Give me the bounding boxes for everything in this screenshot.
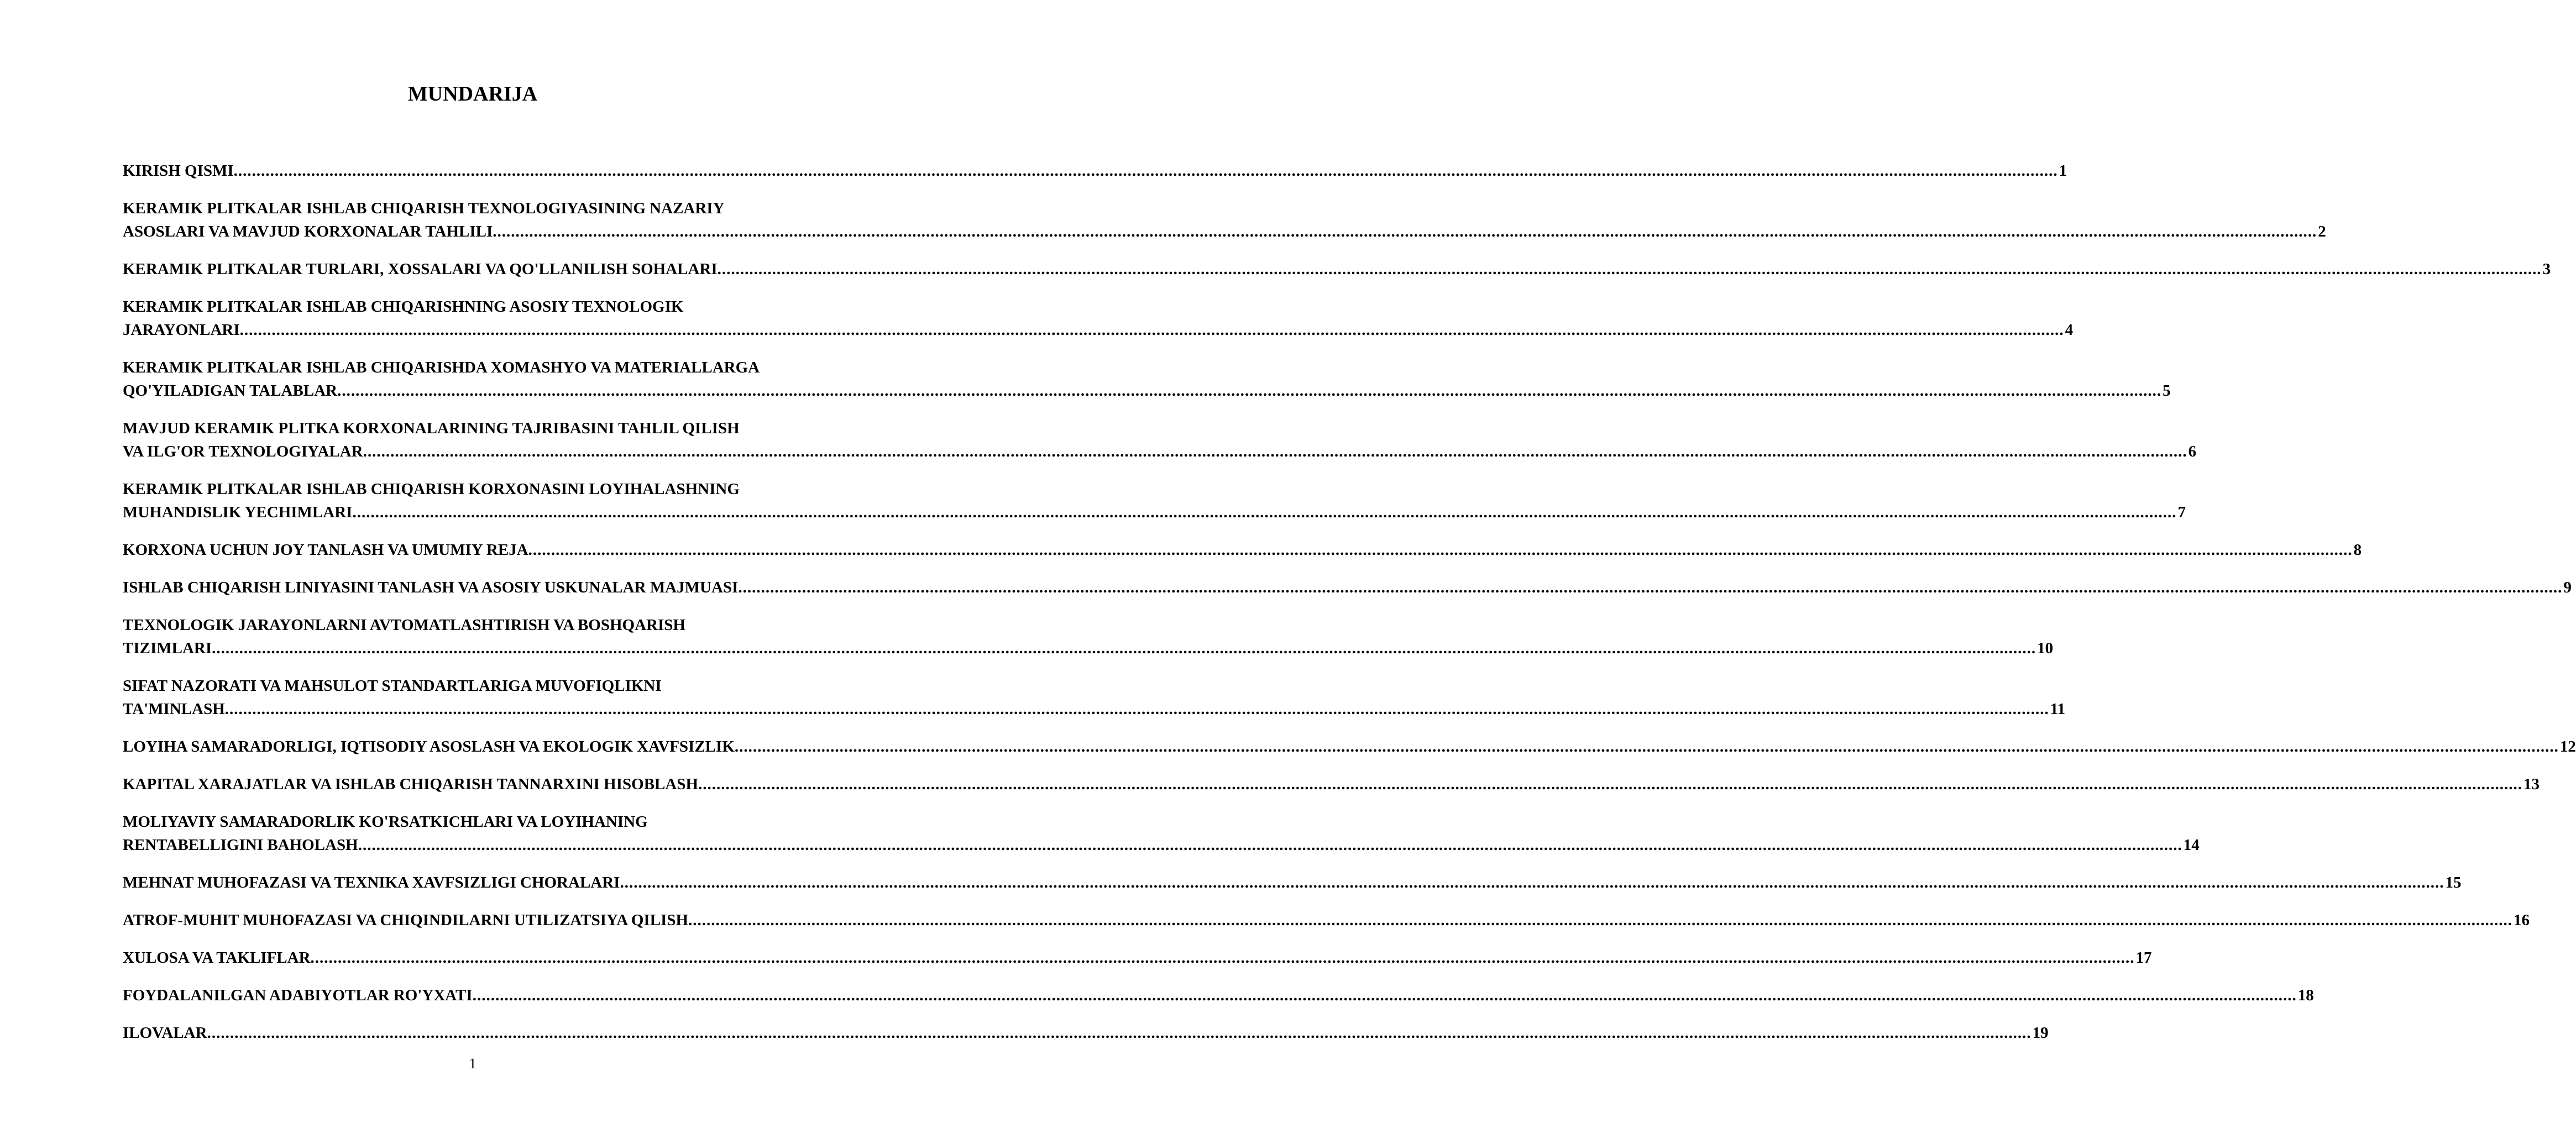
toc-page-number: 11 <box>2050 700 2066 718</box>
toc-page-number: 2 <box>2318 223 2326 240</box>
toc-entry-title-line: KERAMIK PLITKALAR ISHLAB CHIQARISHNING ASOSIY TEXNOLOGIK <box>123 298 684 316</box>
toc-page-number: 15 <box>2445 874 2462 891</box>
toc-page-number: 14 <box>2183 836 2200 854</box>
toc-entry-line <box>123 318 2074 342</box>
toc-entry-line <box>123 501 2186 524</box>
toc-entry-title: TA'MINLASH <box>123 700 225 718</box>
toc-page-number: 12 <box>2559 738 2576 755</box>
toc-page-number: 5 <box>2163 382 2171 400</box>
toc-leader-dots: ................................................................................................................................................................................................................................................................................................................................................................................................................ <box>310 949 2135 967</box>
toc-leader-dots: ................................................................................................................................................................................................................................................................................................................................................................................................................ <box>337 382 2162 400</box>
toc-entry-title-line: MAVJUD KERAMIK PLITKA KORXONALARINING TAJRIBASINI TAHLIL QILISH <box>123 419 740 437</box>
toc-entry-title: MEHNAT MUHOFAZASI VA TEXNIKA XAVFSIZLIGI CHORALARI <box>123 874 620 891</box>
toc-entry[interactable] <box>123 984 2314 1007</box>
toc-entry-title: VA ILG'OR TEXNOLOGIYALAR <box>123 443 363 460</box>
toc-leader-dots: ................................................................................................................................................................................................................................................................................................................................................................................................................ <box>734 738 2559 755</box>
toc-page-number: 10 <box>2037 639 2054 657</box>
toc-entry-title: QO'YILADIGAN TALABLAR <box>123 382 338 400</box>
toc-page-number: 18 <box>2297 986 2314 1004</box>
toc-entry[interactable] <box>123 946 2152 969</box>
toc-entry-line <box>123 159 2067 182</box>
table-of-contents <box>123 159 2576 1059</box>
page-number: 1 <box>469 1056 477 1072</box>
toc-entry-title-line: KERAMIK PLITKALAR ISHLAB CHIQARISH KORXONASINI LOYIHALASHNING <box>123 480 740 498</box>
toc-entry-line <box>123 871 2462 894</box>
toc-entry-title: MUHANDISLIK YECHIMLARI <box>123 503 353 521</box>
toc-entry-title-line: KERAMIK PLITKALAR ISHLAB CHIQARISH TEXNOLOGIYASINING NAZARIY <box>123 200 725 217</box>
toc-page-number: 6 <box>2188 443 2197 460</box>
toc-entry-title: FOYDALANILGAN ADABIYOTLAR RO'YXATI <box>123 986 473 1004</box>
toc-entry-title-line: SIFAT NAZORATI VA MAHSULOT STANDARTLARIGA MUVOFIQLIKNI <box>123 677 662 695</box>
toc-page-number: 4 <box>2065 321 2074 339</box>
toc-entry[interactable] <box>123 674 2066 721</box>
toc-entry[interactable] <box>123 871 2462 894</box>
toc-entry-title: KIRISH QISMI <box>123 162 234 180</box>
toc-entry-line <box>123 637 2054 660</box>
toc-leader-dots: ................................................................................................................................................................................................................................................................................................................................................................................................................ <box>239 321 2064 339</box>
toc-page-number: 1 <box>2059 162 2067 180</box>
toc-entry-line <box>123 440 2197 463</box>
toc-entry-title: XULOSA VA TAKLIFLAR <box>123 949 311 967</box>
toc-leader-dots: ................................................................................................................................................................................................................................................................................................................................................................................................................ <box>224 700 2049 718</box>
toc-entry-title: ASOSLARI VA MAVJUD KORXONALAR TAHLILI <box>123 223 493 240</box>
toc-entry[interactable] <box>123 197 2326 243</box>
toc-entry-line <box>123 379 2171 402</box>
toc-entry-line <box>123 1021 2049 1045</box>
toc-entry[interactable] <box>123 258 2551 281</box>
toc-entry-title: RENTABELLIGINI BAHOLASH <box>123 836 358 854</box>
toc-leader-dots: ................................................................................................................................................................................................................................................................................................................................................................................................................ <box>352 503 2177 521</box>
toc-page-number: 7 <box>2177 503 2186 521</box>
toc-entry-line <box>123 946 2152 969</box>
toc-leader-dots: ................................................................................................................................................................................................................................................................................................................................................................................................................ <box>233 162 2058 180</box>
toc-leader-dots: ................................................................................................................................................................................................................................................................................................................................................................................................................ <box>688 911 2513 929</box>
toc-entry-title-line: KERAMIK PLITKALAR ISHLAB CHIQARISHDA XOMASHYO VA MATERIALLARGA <box>123 359 760 376</box>
toc-entry[interactable] <box>123 356 2171 402</box>
toc-entry-line <box>123 735 2576 758</box>
toc-page-number: 9 <box>2563 579 2572 596</box>
toc-page-number: 8 <box>2353 541 2362 559</box>
toc-entry[interactable] <box>123 417 2197 463</box>
toc-entry-title: LOYIHA SAMARADORLIGI, IQTISODIY ASOSLASH VA EKOLOGIK XAVFSIZLIK <box>123 738 735 755</box>
toc-entry[interactable] <box>123 773 2540 796</box>
toc-page-number: 13 <box>2523 775 2540 793</box>
toc-entry[interactable] <box>123 159 2067 182</box>
toc-entry-title: KAPITAL XARAJATLAR VA ISHLAB CHIQARISH TANNARXINI HISOBLASH <box>123 775 699 793</box>
toc-page-number: 17 <box>2135 949 2152 967</box>
toc-entry[interactable] <box>123 613 2054 660</box>
toc-leader-dots: ................................................................................................................................................................................................................................................................................................................................................................................................................ <box>207 1024 2032 1042</box>
toc-entry[interactable] <box>123 1021 2049 1045</box>
toc-entry-title-line: MOLIYAVIY SAMARADORLIK KO'RSATKICHLARI VA LOYIHANING <box>123 813 648 831</box>
toc-entry-line <box>123 258 2551 281</box>
toc-entry[interactable] <box>123 810 2200 857</box>
toc-leader-dots: ................................................................................................................................................................................................................................................................................................................................................................................................................ <box>620 874 2444 891</box>
toc-entry[interactable] <box>123 576 2572 599</box>
toc-leader-dots: ................................................................................................................................................................................................................................................................................................................................................................................................................ <box>363 443 2187 460</box>
toc-entry[interactable] <box>123 909 2530 932</box>
toc-entry-title: TIZIMLARI <box>123 639 212 657</box>
toc-entry-line <box>123 576 2572 599</box>
toc-entry-title: KERAMIK PLITKALAR TURLARI, XOSSALARI VA QO'LLANILISH SOHALARI <box>123 260 718 278</box>
toc-leader-dots: ................................................................................................................................................................................................................................................................................................................................................................................................................ <box>358 836 2182 854</box>
toc-entry-title: JARAYONLARI <box>123 321 240 339</box>
toc-leader-dots: ................................................................................................................................................................................................................................................................................................................................................................................................................ <box>717 260 2542 278</box>
toc-entry-line <box>123 909 2530 932</box>
toc-leader-dots: ................................................................................................................................................................................................................................................................................................................................................................................................................ <box>472 986 2297 1004</box>
toc-entry[interactable] <box>123 477 2186 524</box>
toc-entry[interactable] <box>123 538 2362 561</box>
toc-entry[interactable] <box>123 295 2074 342</box>
toc-entry-line <box>123 538 2362 561</box>
toc-leader-dots: ................................................................................................................................................................................................................................................................................................................................................................................................................ <box>493 223 2317 240</box>
toc-entry-line <box>123 697 2066 721</box>
toc-entry-line <box>123 833 2200 857</box>
toc-page-number: 16 <box>2514 911 2530 929</box>
toc-entry-title: ATROF-MUHIT MUHOFAZASI VA CHIQINDILARNI UTILIZATSIYA QILISH <box>123 911 689 929</box>
toc-entry[interactable] <box>123 735 2576 758</box>
toc-entry-title-line: TEXNOLOGIK JARAYONLARNI AVTOMATLASHTIRISH VA BOSHQARISH <box>123 616 685 634</box>
toc-entry-line <box>123 773 2540 796</box>
toc-entry-title: ILOVALAR <box>123 1024 207 1042</box>
toc-entry-title: KORXONA UCHUN JOY TANLASH VA UMUMIY REJA <box>123 541 528 559</box>
toc-page-number: 3 <box>2542 260 2551 278</box>
toc-entry-line <box>123 984 2314 1007</box>
toc-entry-line <box>123 220 2326 243</box>
toc-entry-title: ISHLAB CHIQARISH LINIYASINI TANLASH VA ASOSIY USKUNALAR MAJMUASI <box>123 579 739 596</box>
toc-leader-dots: ................................................................................................................................................................................................................................................................................................................................................................................................................ <box>212 639 2036 657</box>
toc-leader-dots: ................................................................................................................................................................................................................................................................................................................................................................................................................ <box>698 775 2523 793</box>
page-title: MUNDARIJA <box>407 82 538 106</box>
toc-leader-dots: ................................................................................................................................................................................................................................................................................................................................................................................................................ <box>528 541 2353 559</box>
toc-page-number: 19 <box>2032 1024 2049 1042</box>
toc-leader-dots: ................................................................................................................................................................................................................................................................................................................................................................................................................ <box>738 579 2563 596</box>
